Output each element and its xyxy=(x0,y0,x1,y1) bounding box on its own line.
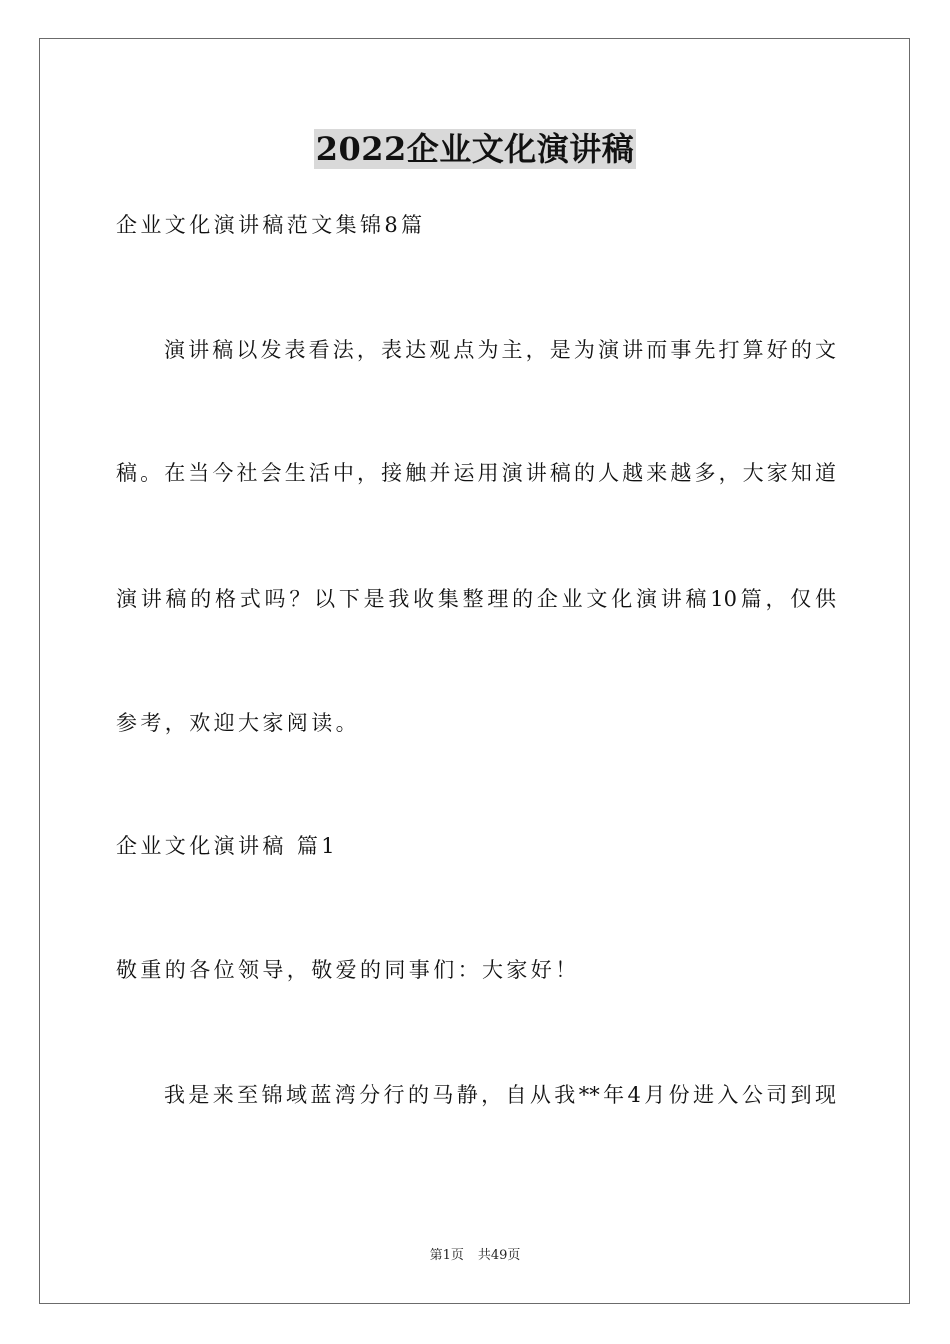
title-container xyxy=(0,129,950,169)
page-footer xyxy=(0,1247,950,1265)
intro-line-4: 参考，欢迎大家阅读。 xyxy=(116,711,360,735)
intro-line-3: 演讲稿的格式吗？以下是我收集整理的企业文化演讲稿10篇，仅供 xyxy=(116,587,836,611)
page-total: 共49页 xyxy=(477,1248,521,1263)
intro-line-2: 稿。在当今社会生活中，接触并运用演讲稿的人越来越多，大家知道 xyxy=(116,461,836,485)
document-subtitle: 企业文化演讲稿范文集锦8篇 xyxy=(116,213,426,237)
section-heading: 企业文化演讲稿 篇1 xyxy=(116,834,339,858)
greeting-line: 敬重的各位领导，敬爱的同事们：大家好！ xyxy=(116,958,580,982)
document-title: 2022企业文化演讲稿 xyxy=(315,130,635,168)
body-line-1: 我是来至锦域蓝湾分行的马静，自从我**年4月份进入公司到现 xyxy=(164,1083,836,1107)
intro-line-1: 演讲稿以发表看法，表达观点为主，是为演讲而事先打算好的文 xyxy=(164,338,836,362)
page-number: 第1页 xyxy=(429,1248,464,1263)
